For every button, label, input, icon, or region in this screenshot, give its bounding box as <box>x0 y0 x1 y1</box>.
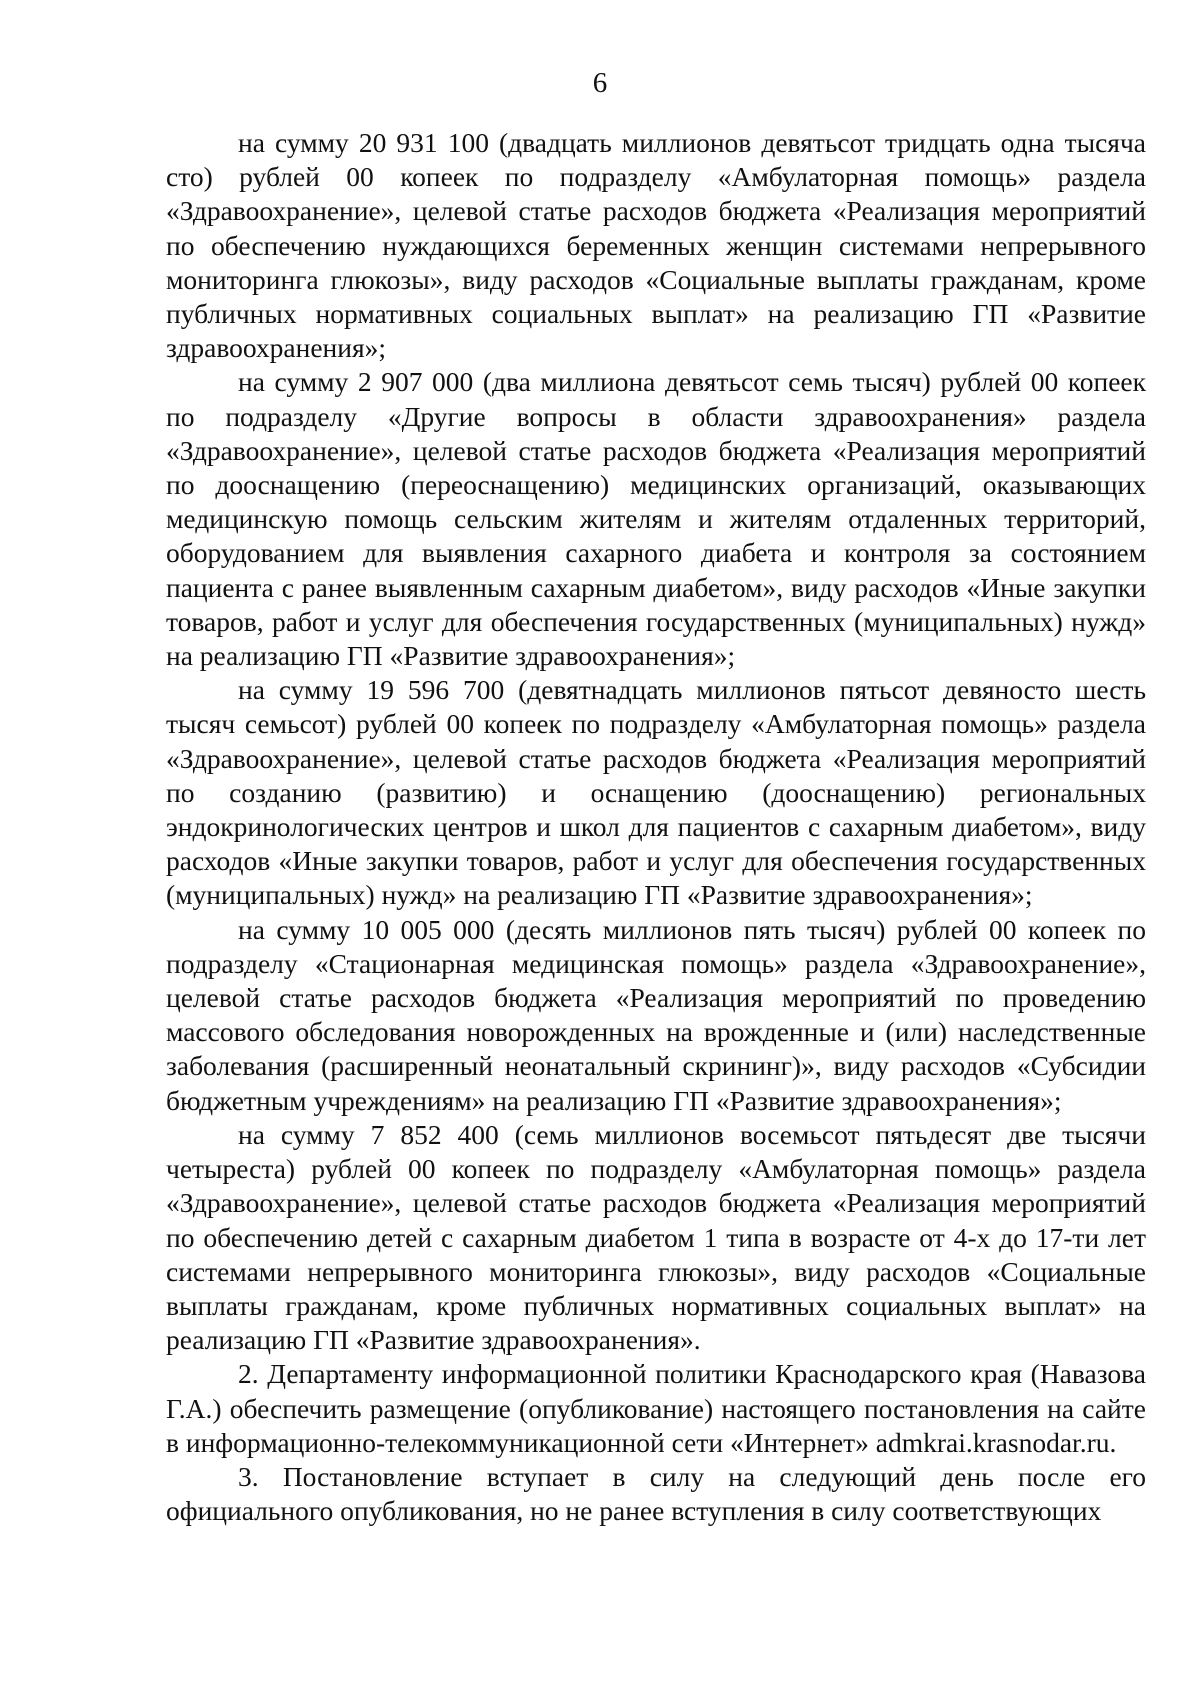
paragraph-item-3: 3. Постановление вступает в силу на следующий день после его официального опубликования, но не ранее вступления в силу соответствующих <box>166 1460 1146 1527</box>
paragraph-amount-2907000: на сумму 2 907 000 (два миллиона девятьсот семь тысяч) рублей 00 копеек по подразделу «Другие вопросы в области здравоохранения» раздела «Здравоохранение», целевой статье расходов бюджета «Реализация мероприятий по дооснащению (переоснащению) медицинских организаций, оказывающих медицинскую помощь сельским жителям и жителям отдаленных территорий, оборудованием для выявления сахарного диабета и контроля за состоянием пациента с ранее выявленным сахарным диабетом», виду расходов «Иные закупки товаров, работ и услуг для обеспечения государственных (муниципальных) нужд» на реализацию ГП «Развитие здравоохранения»; <box>166 366 1146 672</box>
paragraph-amount-7852400: на сумму 7 852 400 (семь миллионов восемьсот пятьдесят две тысячи четыреста) рублей 00 копеек по подразделу «Амбулаторная помощь» раздела «Здравоохранение», целевой статье расходов бюджета «Реализация мероприятий по обеспечению детей с сахарным диабетом 1 типа в возрасте от 4-х до 17-ти лет системами непрерывного мониторинга глюкозы», виду расходов «Социальные выплаты гражданам, кроме публичных нормативных социальных выплат» на реализацию ГП «Развитие здравоохранения». <box>166 1118 1146 1356</box>
paragraph-amount-10005000: на сумму 10 005 000 (десять миллионов пять тысяч) рублей 00 копеек по подразделу «Стационарная медицинская помощь» раздела «Здравоохранение», целевой статье расходов бюджета «Реализация мероприятий по проведению массового обследования новорожденных на врожденные и (или) наследственные заболевания (расширенный неонатальный скрининг)», виду расходов «Субсидии бюджетным учреждениям» на реализацию ГП «Развитие здравоохранения»; <box>166 913 1146 1116</box>
paragraph-item-2: 2. Департаменту информационной политики Краснодарского края (Навазова Г.А.) обеспечить размещение (опубликование) настоящего постановления на сайте в информационно-телекоммуникационной сети «Интернет» admkrai.krasnodar.ru. <box>166 1358 1146 1458</box>
paragraph-amount-20931100: на сумму 20 931 100 (двадцать миллионов девятьсот тридцать одна тысяча сто) рублей 00 копеек по подразделу «Амбулаторная помощь» раздела «Здравоохранение», целевой статье расходов бюджета «Реализация мероприятий по обеспечению нуждающихся беременных женщин системами непрерывного мониторинга глюкозы», виду расходов «Социальные выплаты гражданам, кроме публичных нормативных социальных выплат» на реализацию ГП «Развитие здравоохранения»; <box>166 127 1146 364</box>
page-number: 6 <box>592 67 608 99</box>
paragraph-amount-19596700: на сумму 19 596 700 (девятнадцать миллионов пятьсот девяносто шесть тысяч семьсот) рублей 00 копеек по подразделу «Амбулаторная помощь» раздела «Здравоохранение», целевой статье расходов бюджета «Реализация мероприятий по созданию (развитию) и оснащению (дооснащению) региональных эндокринологических центров и школ для пациентов с сахарным диабетом», виду расходов «Иные закупки товаров, работ и услуг для обеспечения государственных (муниципальных) нужд» на реализацию ГП «Развитие здравоохранения»; <box>166 674 1146 911</box>
document-body <box>166 126 1146 1528</box>
